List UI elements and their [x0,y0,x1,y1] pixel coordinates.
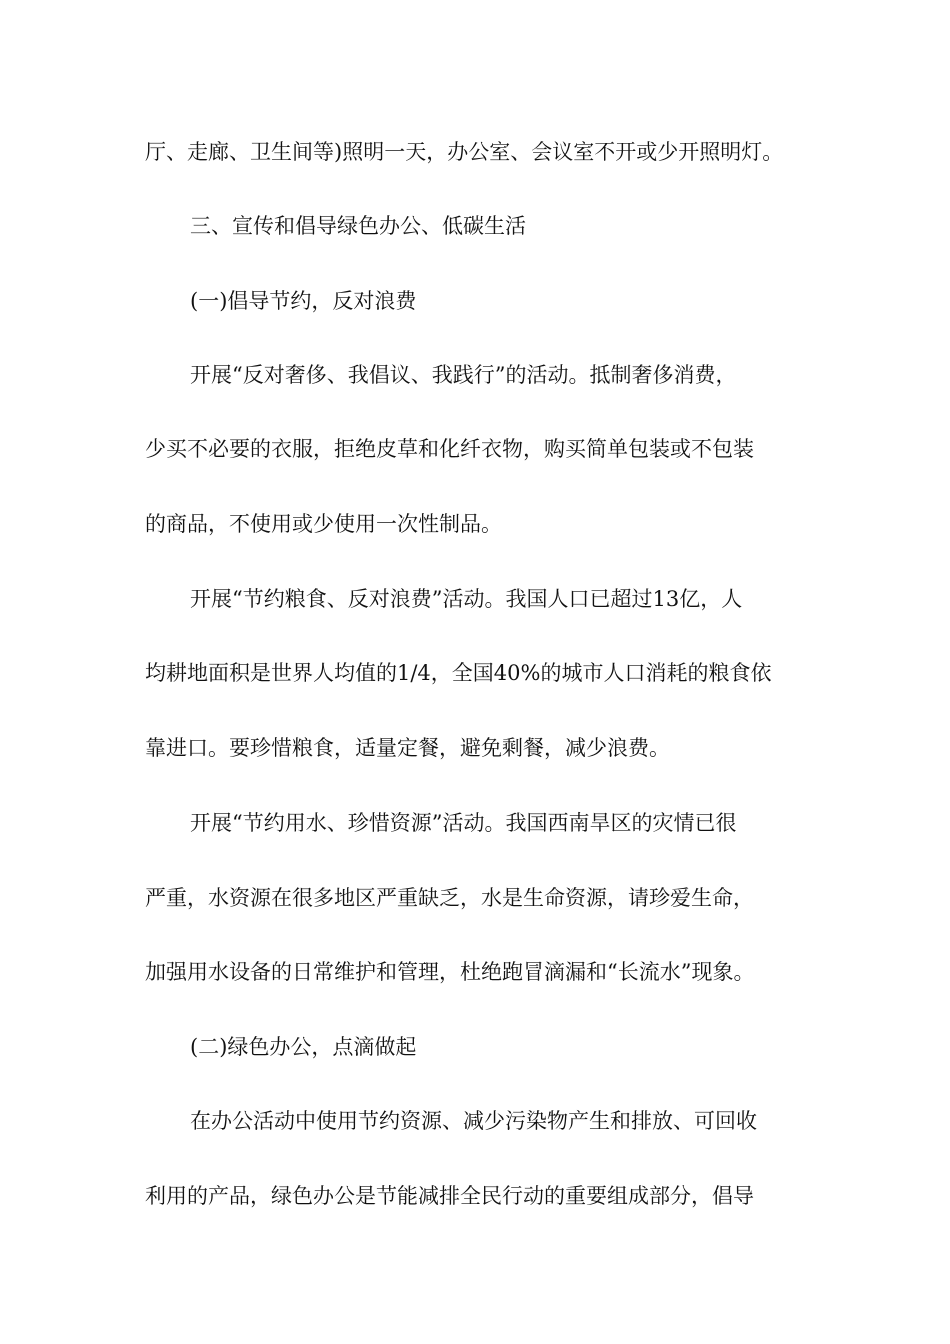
paragraph-line: 少买不必要的衣服，拒绝皮草和化纤衣物，购买简单包装或不包装 [145,437,754,461]
paragraph-line: 开展“节约用水、珍惜资源”活动。我国西南旱区的灾情已很 [190,811,737,835]
section-heading: 三、宣传和倡导绿色办公、低碳生活 [190,214,526,238]
paragraph-line: 的商品，不使用或少使用一次性制品。 [145,512,502,536]
paragraph-line: 利用的产品，绿色办公是节能减排全民行动的重要组成部分，倡导 [145,1184,754,1208]
paragraph-line: 均耕地面积是世界人均值的1/4，全国40%的城市人口消耗的粮食依 [145,661,772,685]
paragraph-line: 开展“反对奢侈、我倡议、我践行”的活动。抵制奢侈消费， [190,363,737,387]
subsection-heading: (二)绿色办公，点滴做起 [190,1035,417,1059]
paragraph-line: 靠进口。要珍惜粮食，适量定餐，避免剩餐，减少浪费。 [145,736,670,760]
paragraph-line: 严重，水资源在很多地区严重缺乏，水是生命资源，请珍爱生命， [145,886,754,910]
paragraph-line: 开展“节约粮食、反对浪费”活动。我国人口已超过13亿，人 [190,587,743,611]
paragraph-line: 加强用水设备的日常维护和管理，杜绝跑冒滴漏和“长流水”现象。 [145,960,755,984]
paragraph-line: 厅、走廊、卫生间等)照明一天，办公室、会议室不开或少开照明灯。 [145,140,784,164]
paragraph-line: 在办公活动中使用节约资源、减少污染物产生和排放、可回收 [190,1109,757,1133]
subsection-heading: (一)倡导节约，反对浪费 [190,289,417,313]
